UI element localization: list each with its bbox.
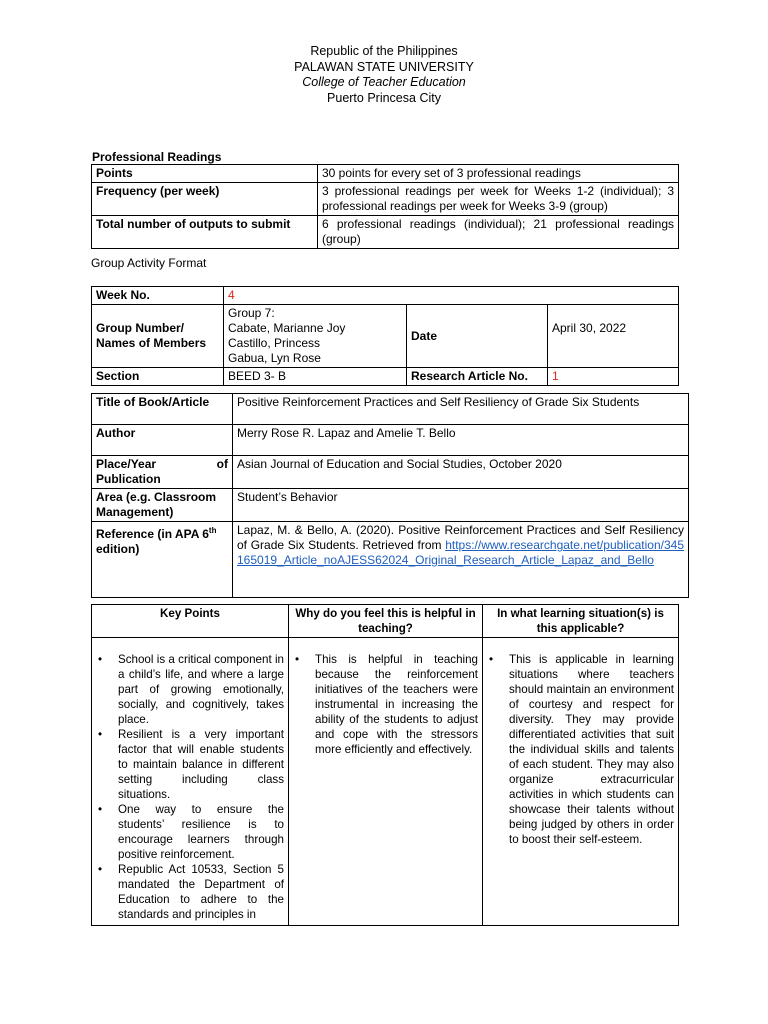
list-item: • Resilient is a very important factor that will enable students to maintain balance in different setting including class situations.: [94, 727, 284, 802]
list-item: • School is a critical component in a child’s life, and where a large part of growing emotionally, socially, and cognitively, takes place.: [94, 652, 284, 727]
applicable-header: In what learning situation(s) is this applicable?: [483, 605, 679, 638]
list-item: • This is applicable in learning situations where teachers should maintain an environment of courtesy and respect for diversity. They may provide differentiated activities that suit the individual skills and talents of each student. They may also organize extracurricular activities in which students can showcase their talents without being judged by others in order to boost their self-esteem.: [485, 652, 674, 847]
area-label: Area (e.g. Classroom Management): [92, 489, 233, 522]
document-header: [0, 44, 768, 106]
header-republic: Republic of the Philippines: [310, 44, 458, 58]
group-activity-table: [91, 286, 679, 386]
group-number: Group 7:: [228, 306, 275, 320]
table-row: [92, 368, 679, 386]
helpful-header: Why do you feel this is helpful in teaching?: [289, 605, 483, 638]
applicable-list: [485, 652, 674, 847]
article-no-value: 1: [548, 368, 679, 386]
section-value: BEED 3- B: [224, 368, 407, 386]
reference-value: [233, 522, 689, 598]
reference-link[interactable]: https://www.researchgate.net/publication/345165019_Article_noAJESS62024_Original_Research_Article_Lapaz_and_Bello: [237, 538, 684, 567]
header-university: PALAWAN STATE UNIVERSITY: [294, 59, 474, 74]
total-outputs-value: 6 professional readings (individual); 21 professional readings (group): [318, 216, 679, 249]
points-value: 30 points for every set of 3 professional readings: [318, 165, 679, 183]
reference-text: Lapaz, M. & Bello, A. (2020). Positive Reinforcement Practices and Self Resiliency of Grade Six Students. Retrieved from: [237, 523, 684, 552]
key-points-table: [91, 604, 679, 926]
table-row: [92, 165, 679, 183]
group-members: [224, 305, 407, 368]
group-activity-title: Group Activity Format: [91, 256, 207, 270]
area-value: Student’s Behavior: [233, 489, 689, 522]
table-row: [92, 216, 679, 249]
key-points-header: Key Points: [92, 605, 289, 638]
list-item: • This is helpful in teaching because the reinforcement initiatives of the teachers were instrumental in increasing the ability of the students to adjust and cope with the stressors more efficiently and effectively.: [291, 652, 478, 757]
title-label: Title of Book/Article: [92, 394, 233, 425]
member-name: Gabua, Lyn Rose: [228, 351, 321, 365]
professional-readings-title: Professional Readings: [92, 150, 222, 164]
table-row: [92, 456, 689, 489]
article-no-label: Research Article No.: [407, 368, 548, 386]
table-row: [92, 425, 689, 456]
helpful-list: [291, 652, 478, 757]
week-label: Week No.: [92, 287, 224, 305]
author-label: Author: [92, 425, 233, 456]
week-value: 4: [224, 287, 679, 305]
section-label: Section: [92, 368, 224, 386]
table-row: [92, 305, 679, 368]
table-row: [92, 522, 689, 598]
table-row: [92, 287, 679, 305]
author-value: Merry Rose R. Lapaz and Amelie T. Bello: [233, 425, 689, 456]
date-label: Date: [407, 305, 548, 368]
professional-readings-table: [91, 164, 679, 249]
helpful-cell: [289, 638, 483, 926]
points-label: Points: [92, 165, 318, 183]
frequency-value: 3 professional readings per week for Weeks 1-2 (individual); 3 professional readings per week for Weeks 3-9 (group): [318, 183, 679, 216]
group-label: Group Number/ Names of Members: [92, 305, 224, 368]
list-item: • One way to ensure the students’ resilience is to encourage learners through positive reinforcement.: [94, 802, 284, 862]
reference-label: Reference (in APA 6th edition): [92, 522, 233, 598]
key-points-list: [94, 652, 284, 922]
key-points-cell: [92, 638, 289, 926]
date-value: April 30, 2022: [548, 305, 679, 368]
title-value: Positive Reinforcement Practices and Self Resiliency of Grade Six Students: [233, 394, 689, 425]
member-name: Cabate, Marianne Joy: [228, 321, 346, 335]
table-row: [92, 489, 689, 522]
frequency-label: Frequency (per week): [92, 183, 318, 216]
article-table: [91, 393, 689, 598]
member-name: Castillo, Princess: [228, 336, 321, 350]
table-row: [92, 394, 689, 425]
header-city: Puerto Princesa City: [327, 90, 441, 105]
place-label: Place/Year of Publication: [92, 456, 233, 489]
table-header-row: [92, 605, 679, 638]
table-row: [92, 638, 679, 926]
total-outputs-label: Total number of outputs to submit: [92, 216, 318, 249]
applicable-cell: [483, 638, 679, 926]
header-college: College of Teacher Education: [302, 75, 466, 89]
place-value: Asian Journal of Education and Social Studies, October 2020: [233, 456, 689, 489]
list-item: • Republic Act 10533, Section 5 mandated the Department of Education to adhere to the standards and principles in: [94, 862, 284, 922]
table-row: [92, 183, 679, 216]
